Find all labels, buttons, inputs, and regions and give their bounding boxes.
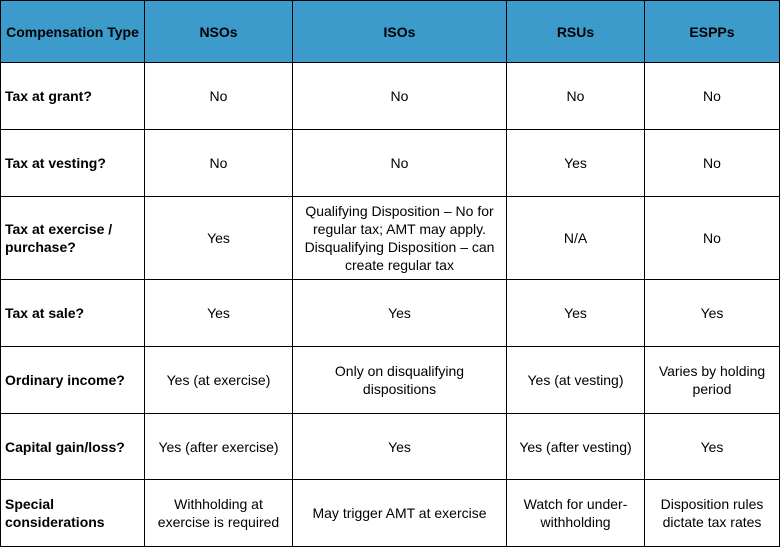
table-cell: Yes (after exercise) [145,414,293,480]
header-row [1,1,780,63]
table-cell: Yes [507,280,645,347]
table-cell: Yes [507,130,645,197]
table-cell: N/A [507,197,645,280]
table-cell: No [645,130,780,197]
table-cell: No [145,63,293,130]
table-cell: Withholding at exercise is required [145,480,293,547]
table-cell: Watch for under-withholding [507,480,645,547]
table-cell: Yes [293,280,507,347]
table-row [1,63,780,130]
table-cell: Yes [145,197,293,280]
table-cell: No [507,63,645,130]
row-label: Special considerations [1,480,145,547]
table-cell: Yes [645,280,780,347]
column-header-nsos: NSOs [145,1,293,63]
table-cell: No [293,130,507,197]
table-cell: Yes (at vesting) [507,347,645,414]
row-label: Capital gain/loss? [1,414,145,480]
table-cell: No [293,63,507,130]
row-label: Tax at exercise / purchase? [1,197,145,280]
table-cell: No [645,63,780,130]
table-row [1,480,780,547]
row-label: Tax at sale? [1,280,145,347]
table-cell: Varies by holding period [645,347,780,414]
table-cell: No [645,197,780,280]
header-corner-cell: Compensation Type [1,1,145,63]
table-row [1,280,780,347]
row-label: Tax at grant? [1,63,145,130]
table-cell: Yes [145,280,293,347]
table-cell: Qualifying Disposition – No for regular tax; AMT may apply. Disqualifying Disposition – can create regular tax [293,197,507,280]
column-header-espps: ESPPs [645,1,780,63]
row-label: Tax at vesting? [1,130,145,197]
table-row [1,197,780,280]
table-row [1,414,780,480]
table-row [1,130,780,197]
table-row [1,347,780,414]
row-label: Ordinary income? [1,347,145,414]
table-cell: Yes [293,414,507,480]
table-cell: Yes [645,414,780,480]
table-cell: Only on disqualifying dispositions [293,347,507,414]
column-header-isos: ISOs [293,1,507,63]
table-cell: Disposition rules dictate tax rates [645,480,780,547]
table-cell: Yes (after vesting) [507,414,645,480]
table-cell: Yes (at exercise) [145,347,293,414]
column-header-rsus: RSUs [507,1,645,63]
table-cell: No [145,130,293,197]
table-cell: May trigger AMT at exercise [293,480,507,547]
